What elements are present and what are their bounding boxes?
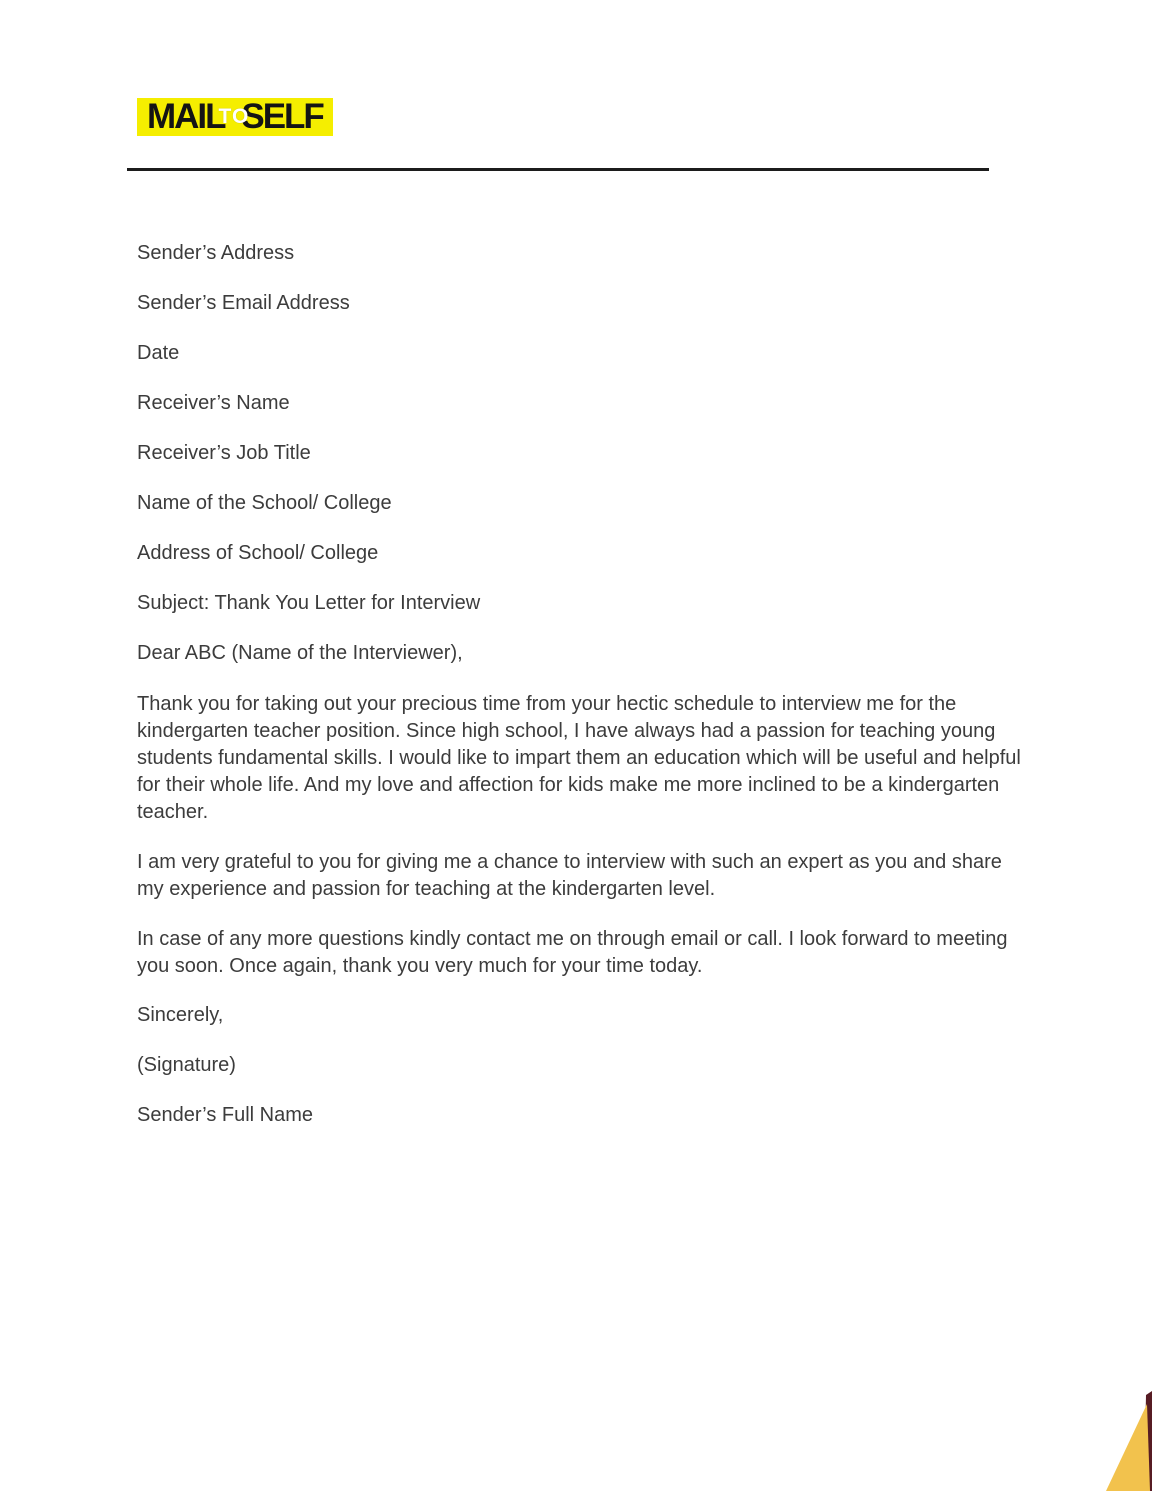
paragraph-3: In case of any more questions kindly contact me on through email or call. I look forward to meeting you soon. Once again, thank you very much for your time today. bbox=[137, 928, 1008, 977]
logo-word-to: TO bbox=[218, 104, 250, 128]
sincerely-line: Sincerely, bbox=[137, 1004, 224, 1026]
closing-block bbox=[137, 1003, 1029, 1127]
letter-body bbox=[137, 241, 1029, 1153]
corner-ribbon-decoration bbox=[1092, 1386, 1152, 1491]
salutation-line: Dear ABC (Name of the Interviewer), bbox=[137, 642, 463, 664]
school-address-line: Address of School/ College bbox=[137, 542, 379, 564]
sender-full-name-line: Sender’s Full Name bbox=[137, 1104, 314, 1126]
date-line: Date bbox=[137, 342, 180, 364]
subject-line: Subject: Thank You Letter for Interview bbox=[137, 592, 481, 614]
corner-yellow-triangle bbox=[1106, 1404, 1150, 1491]
logo-word-self: SELF bbox=[241, 96, 323, 136]
logo-word-mail: MAIL bbox=[147, 96, 225, 136]
mailtoself-logo bbox=[137, 98, 333, 136]
header-divider bbox=[127, 168, 989, 171]
sender-email-line: Sender’s Email Address bbox=[137, 292, 350, 314]
receiver-name-line: Receiver’s Name bbox=[137, 392, 290, 414]
school-name-line: Name of the School/ College bbox=[137, 492, 392, 514]
paragraph-2: I am very grateful to you for giving me a chance to interview with such an expert as you and share my experience and passion for teaching at the kindergarten level. bbox=[137, 851, 1002, 900]
receiver-job-title-line: Receiver’s Job Title bbox=[137, 442, 311, 464]
sender-address-line: Sender’s Address bbox=[137, 242, 295, 264]
signature-placeholder: (Signature) bbox=[137, 1054, 236, 1076]
paragraph-1: Thank you for taking out your precious time from your hectic schedule to interview me for the kindergarten teacher position. Since high school, I have always had a passion for teaching young students fundamental skills. I would like to impart them an education which will be useful and helpful for their whole life. And my love and affection for kids make me more inclined to be a kindergarten teacher. bbox=[137, 693, 1021, 823]
